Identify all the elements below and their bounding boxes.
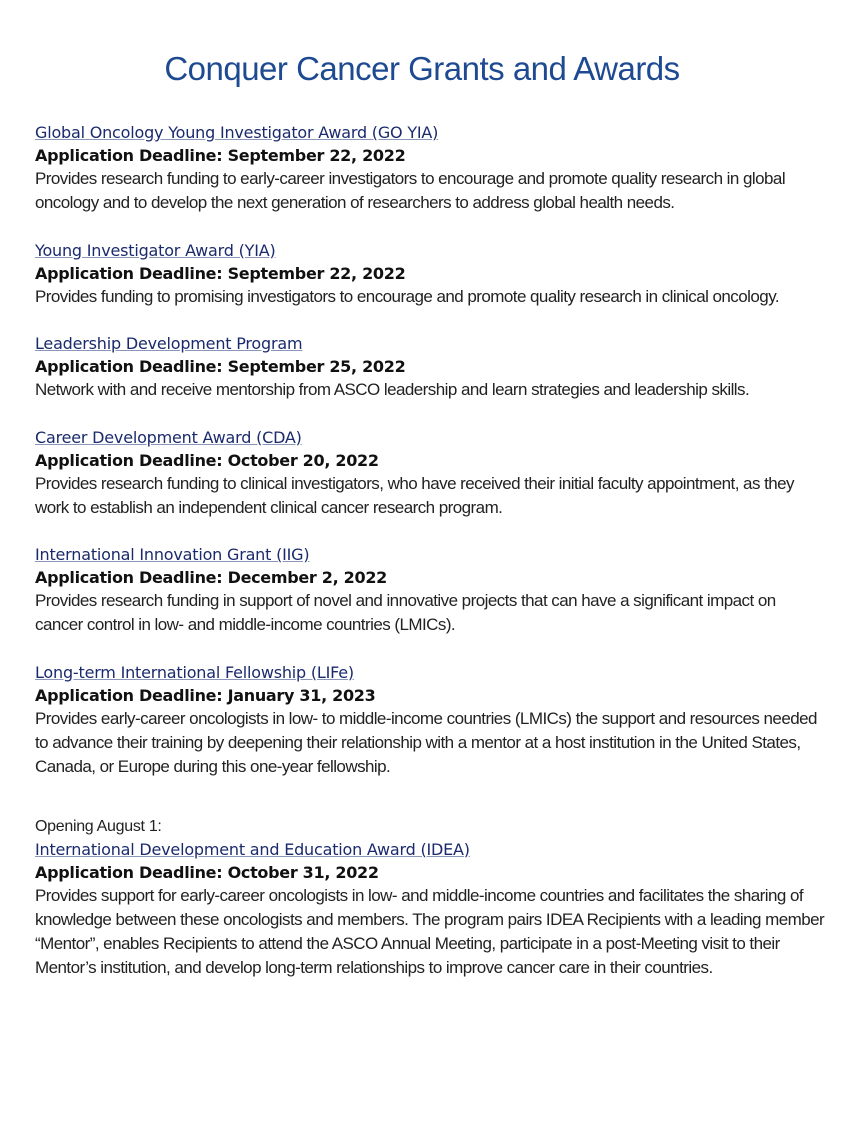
- grant-link-leadership[interactable]: Leadership Development Program: [35, 334, 303, 353]
- page-title: Conquer Cancer Grants and Awards: [164, 50, 680, 88]
- grant-description: Network with and receive mentorship from ASCO leadership and learn strategies and leadership skills.: [35, 380, 750, 399]
- grant-description: Provides research funding in support of novel and innovative projects that can have a significant impact on cancer control in low- and middle-income countries (LMICs).: [35, 591, 776, 634]
- grants-list: [35, 121, 825, 980]
- grant-description: Provides early-career oncologists in low- to middle-income countries (LMICs) the support and resources needed to advance their training by deepening their relationship with a mentor at a host institution in the United States, Canada, or Europe during this one-year fellowship.: [35, 708, 817, 776]
- grant-deadline: Application Deadline: September 22, 2022: [35, 263, 406, 283]
- grant-description: Provides funding to promising investigators to encourage and promote quality research in clinical oncology.: [35, 286, 780, 306]
- grant-deadline: Application Deadline: October 31, 2022: [35, 862, 379, 882]
- grant-description: Provides research funding to clinical investigators, who have received their initial faculty appointment, as they work to establish an independent clinical cancer research program.: [35, 473, 795, 517]
- grant-link-yia[interactable]: Young Investigator Award (YIA): [35, 240, 276, 260]
- grant-link-life[interactable]: Long-term International Fellowship (LIFe): [35, 662, 354, 682]
- grant-item: [35, 332, 825, 402]
- grant-link-iig[interactable]: International Innovation Grant (IIG): [35, 545, 310, 564]
- grant-description: Provides support for early-career oncologists in low- and middle-income countries and facilitates the sharing of knowledge between these oncologists and members. The program pairs IDEA Recipients with a leading member “Mentor”, enables Recipients to attend the ASCO Annual Meeting, participate in a post-Meeting visit to their Mentor’s institution, and develop long-term relationships to improve cancer care in their countries.: [35, 885, 825, 977]
- grant-item: [35, 543, 825, 637]
- grant-description: Provides research funding to early-career investigators to encourage and promote quality research in global oncology and to develop the next generation of researchers to address global health needs.: [35, 169, 786, 212]
- grant-item: [35, 121, 825, 215]
- grant-deadline: Application Deadline: September 25, 2022: [35, 357, 406, 376]
- grant-item: [35, 239, 825, 309]
- grant-item: [35, 661, 825, 779]
- grant-deadline: Application Deadline: January 31, 2023: [35, 685, 376, 705]
- grant-item: [35, 426, 825, 520]
- grant-deadline: Application Deadline: December 2, 2022: [35, 568, 388, 587]
- grant-deadline: Application Deadline: September 22, 2022: [35, 146, 406, 165]
- grant-deadline: Application Deadline: October 20, 2022: [35, 450, 379, 470]
- grant-link-idea[interactable]: International Development and Education Award (IDEA): [35, 839, 470, 859]
- grant-link-cda[interactable]: Career Development Award (CDA): [35, 427, 302, 447]
- opening-label: Opening August 1:: [35, 817, 162, 835]
- upcoming-grant: [35, 815, 825, 980]
- grant-link-go-yia[interactable]: Global Oncology Young Investigator Award (GO YIA): [35, 123, 439, 142]
